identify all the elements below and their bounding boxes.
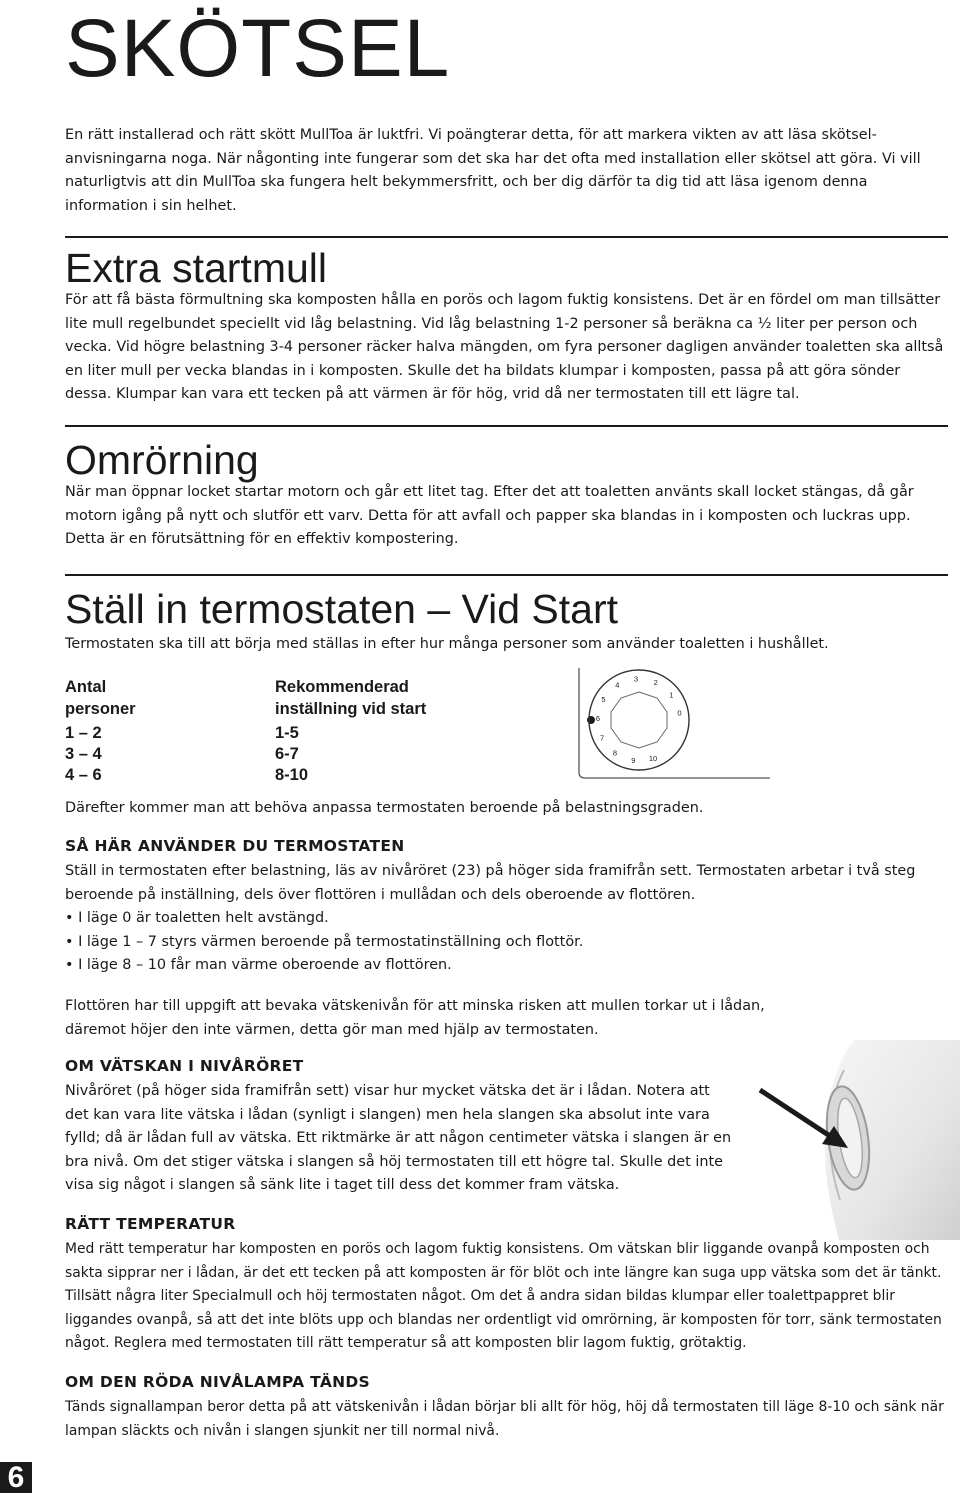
heading-extra-startmull: Extra startmull [65, 245, 327, 291]
persons-cell: 1 – 2 [65, 724, 102, 742]
intro-paragraph: En rätt installerad och rätt skött MullToa är luktfri. Vi poängterar detta, för att markera vikten av att läsa skötselanvisningarna noga. När någonting inte fungerar som det ska har det ofta med installation eller skötsel att göra. Vi vill naturligtvis att din MullToa ska fungera helt bekymmersfritt, och ber dig därför ta dig tid att läsa igenom denna information i sin helhet. [65, 127, 921, 214]
heading-termostat: Ställ in termostaten – Vid Start [65, 586, 619, 632]
list-item: • I läge 0 är toaletten helt avstängd. [65, 910, 329, 926]
dial-number: 8 [612, 748, 617, 758]
persons-cell: 4 – 6 [65, 766, 102, 784]
arrow-shaft [760, 1090, 836, 1140]
col1-header-line1: Antal [65, 678, 107, 696]
dial-number: 6 [595, 714, 601, 724]
dial-number: 7 [600, 733, 605, 743]
dial-number: 10 [648, 754, 658, 763]
anvander-text: Ställ in termostaten efter belastning, läs av nivåröret (23) på höger sida framifrån sett. Termostaten arbetar i två steg beroende på inställning, dels över flottören i mullådan och dels oberoende av flottören. [65, 863, 916, 903]
page-number: 6 [0, 1462, 32, 1493]
anvander-block [65, 860, 948, 978]
heading-anvander: SÅ HÄR ANVÄNDER DU TERMOSTATEN [65, 837, 405, 855]
termostat-text: Termostaten ska till att börja med ställas in efter hur många personer som använder toaletten i hushållet. [65, 636, 829, 652]
setting-cell: 8-10 [275, 766, 309, 784]
dial-number: 2 [653, 678, 658, 687]
heading-omrorning: Omrörning [65, 437, 259, 483]
dial-number: 3 [634, 674, 639, 684]
thermostat-dial-illustration [575, 668, 770, 782]
dial-outer-ring [589, 670, 689, 770]
col1-header-line2: personer [65, 700, 136, 718]
section-divider [65, 425, 948, 427]
page-title: SKÖTSEL [65, 3, 451, 94]
heading-vatskan: OM VÄTSKAN I NIVÅRÖRET [65, 1057, 304, 1075]
thermostat-settings-table [65, 678, 545, 787]
dial-number: 1 [669, 690, 674, 700]
section-divider [65, 574, 948, 576]
dial-number: 5 [601, 695, 606, 704]
persons-cell: 3 – 4 [65, 745, 102, 763]
setting-cell: 6-7 [275, 745, 299, 763]
list-item: • I läge 8 – 10 får man värme oberoende av flottören. [65, 957, 452, 973]
table-row [65, 745, 545, 766]
extra-startmull-text: För att få bästa förmultning ska komposten hålla en porös och lagom fuktig konsistens. Det är en fördel om man tillsätter lite mull regelbundet speciellt vid låg belastning. Vid låg belastning 1-2 personer så beräkna ca ½ liter per person och vecka. Vid högre belastning 3-4 personer räcker halva mängden, om fyra personer dagligen använder toaletten ska alltså en liter mull per vecka blandas in i komposten. Skulle det ha bildats klumpar i komposten, passa på att göra sönder dessa. Klumpar kan vara ett tecken på att värmen är för hög, vrid då ner termostaten till ett lägre tal. [65, 292, 944, 402]
lampa-text: Tänds signallampan beror detta på att vätskenivån i lådan börjar bli allt för hög, höj då termostaten till läge 8-10 och sänk när lampan släckts och nivån i slangen sjunkit ner till normal nivå. [65, 1399, 944, 1439]
table-row [65, 724, 545, 745]
col2-header-line1: Rekommenderad [275, 678, 409, 696]
termostat-after-text: Därefter kommer man att behöva anpassa termostaten beroende på belastningsgraden. [65, 800, 704, 816]
col2-header-line2: inställning vid start [275, 700, 427, 718]
level-tube-photo [744, 1040, 960, 1240]
table-header-row [65, 700, 545, 722]
table-row [65, 766, 545, 787]
table-header-row [65, 678, 545, 700]
temperatur-text: Med rätt temperatur har komposten en porös och lagom fuktig konsistens. Om vätskan blir liggande ovanpå komposten och sakta sipprar ner i lådan, är det ett tecken på att komposten är för blöt och inte längre kan suga upp vätska som det är tänkt. Tillsätt några liter Specialmull och höj termostaten något. Om det å andra sidan bildas klumpar eller toalettpappret blir liggandes ovanpå, så att det inte blöts upp och blandas ner ordentligt vid omrörning, är komposten för torr, sänk termostaten något. Reglera med termostaten till rätt temperatur så att komposten blir lagom fuktig, grötaktig. [65, 1241, 942, 1351]
dial-number: 0 [677, 708, 682, 718]
flottor-text: Flottören har till uppgift att bevaka vätskenivån för att minska risken att mullen torkar ut i lådan, däremot höjer den inte värmen, detta gör man med hjälp av termostaten. [65, 998, 765, 1038]
dial-number: 9 [631, 756, 636, 766]
dial-indicator-dot [587, 716, 595, 724]
setting-cell: 1-5 [275, 724, 299, 742]
heading-ratt-temperatur: RÄTT TEMPERATUR [65, 1215, 236, 1233]
vatskan-text: Nivåröret (på höger sida framifrån sett) visar hur mycket vätska det är i lådan. Notera att det kan vara lite vätska i lådan (synligt i slangen) men hela slangen ska absolut inte vara fylld; då är lådan full av vätska. Ett riktmärke är att någon centimeter vätska i slangen är en bra nivå. Om det stiger vätska i slangen så höj termostaten till ett högre tal. Skulle det inte visa sig något i slangen så sänk lite i taget till dess det kommer fram vätska. [65, 1083, 732, 1193]
dial-number: 4 [615, 680, 620, 690]
dial-knob [611, 692, 667, 748]
heading-lampa: OM DEN RÖDA NIVÅLAMPA TÄNDS [65, 1373, 371, 1391]
dial-scale [596, 675, 682, 766]
section-divider [65, 236, 948, 238]
mode-list [65, 907, 948, 978]
omrorning-text: När man öppnar locket startar motorn och går ett litet tag. Efter det att toaletten använts skall locket stängas, då går motorn igång på nytt och slutför ett varv. Detta för att avfall och papper ska blandas in i komposten och luckras upp. Detta är en förutsättning för en effektiv kompostering. [65, 484, 914, 547]
list-item: • I läge 1 – 7 styrs värmen beroende på termostatinställning och flottör. [65, 933, 584, 950]
